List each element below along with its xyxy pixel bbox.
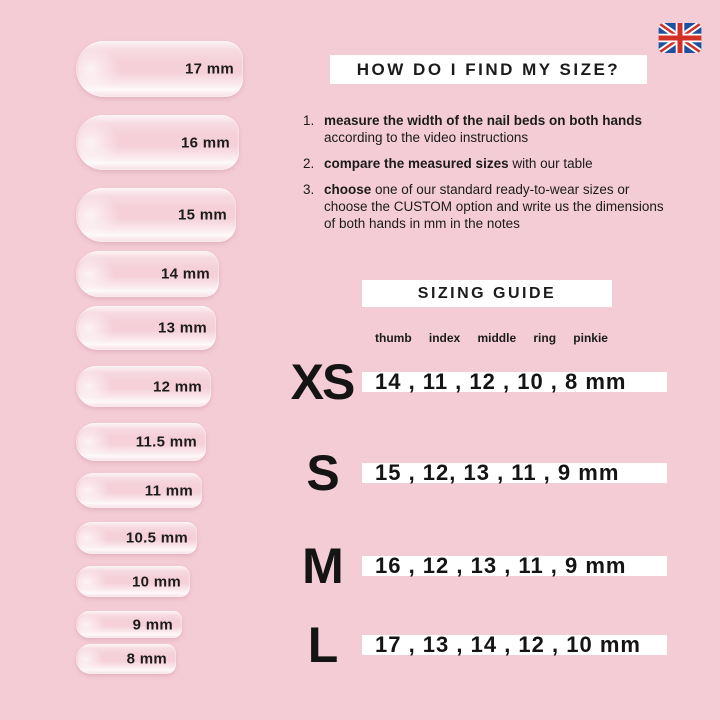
nail-size-label: 10.5 mm bbox=[125, 529, 188, 547]
nail-size-label: 14 mm bbox=[160, 265, 210, 283]
nail-size-label: 17 mm bbox=[184, 60, 234, 78]
nail-tip-13mm bbox=[76, 306, 216, 350]
size-values: 14 , 11 , 12 , 10 , 8 mm bbox=[362, 372, 667, 392]
instruction-text bbox=[324, 112, 675, 146]
instruction-number: 2. bbox=[303, 156, 315, 171]
size-values: 16 , 12 , 13 , 11 , 9 mm bbox=[362, 556, 667, 576]
instruction-segment: measure the width of the nail beds on both hands bbox=[324, 113, 643, 128]
nail-size-label: 11.5 mm bbox=[135, 433, 197, 451]
instruction-text bbox=[324, 181, 675, 232]
finger-headers bbox=[375, 331, 608, 345]
size-values: 17 , 13 , 14 , 12 , 10 mm bbox=[362, 635, 667, 655]
instruction-segment: choose bbox=[324, 182, 372, 197]
uk-flag-icon bbox=[658, 23, 702, 53]
nail-size-label: 16 mm bbox=[180, 134, 230, 151]
instruction-number: 3. bbox=[303, 182, 315, 197]
finger-header-index: index bbox=[428, 331, 461, 345]
instruction-segment: with our table bbox=[508, 156, 593, 171]
instruction-item bbox=[303, 112, 675, 146]
nail-tip-15mm bbox=[76, 188, 236, 242]
nail-tip-11-5mm bbox=[76, 423, 206, 461]
instruction-segment: one of our standard ready-to-wear sizes or choose the CUSTOM option and write us the dimensions of both hands in mm in the notes bbox=[324, 182, 664, 231]
nail-tip-16mm bbox=[76, 115, 239, 170]
finger-header-ring: ring bbox=[533, 331, 557, 345]
size-values: 15 , 12, 13 , 11 , 9 mm bbox=[362, 463, 667, 483]
instruction-item bbox=[303, 155, 675, 172]
nail-tip-10-5mm bbox=[76, 522, 197, 554]
finger-header-thumb: thumb bbox=[375, 331, 412, 345]
nail-size-label: 13 mm bbox=[157, 319, 207, 337]
size-row-xs bbox=[0, 354, 720, 410]
nail-size-label: 15 mm bbox=[177, 206, 227, 224]
sizing-guide-title bbox=[362, 280, 612, 307]
instruction-number: 1. bbox=[303, 113, 315, 128]
nail-tip-14mm bbox=[76, 251, 219, 297]
instruction-text bbox=[324, 155, 675, 172]
instructions-list bbox=[303, 112, 675, 241]
page-title bbox=[330, 55, 647, 84]
nail-tip-17mm bbox=[76, 41, 243, 97]
finger-header-pinkie: pinkie bbox=[573, 331, 608, 345]
size-label: XS bbox=[290, 354, 354, 410]
nail-size-label: 8 mm bbox=[126, 650, 167, 668]
instruction-segment: compare the measured sizes bbox=[324, 156, 509, 171]
size-label: S bbox=[306, 445, 338, 501]
size-label: M bbox=[302, 538, 342, 594]
size-label: L bbox=[307, 617, 337, 673]
nail-size-label: 10 mm bbox=[131, 573, 181, 590]
page-title-text: HOW DO I FIND MY SIZE? bbox=[356, 59, 621, 79]
nail-size-label: 9 mm bbox=[132, 616, 173, 633]
instruction-segment: according to the video instructions bbox=[324, 130, 529, 145]
finger-header-middle: middle bbox=[477, 331, 517, 345]
instruction-item bbox=[303, 181, 675, 232]
nail-size-label: 12 mm bbox=[152, 378, 202, 395]
nail-tip-9mm bbox=[76, 611, 182, 638]
sizing-guide-title-text: SIZING GUIDE bbox=[417, 284, 557, 302]
nail-size-label: 11 mm bbox=[144, 482, 193, 499]
